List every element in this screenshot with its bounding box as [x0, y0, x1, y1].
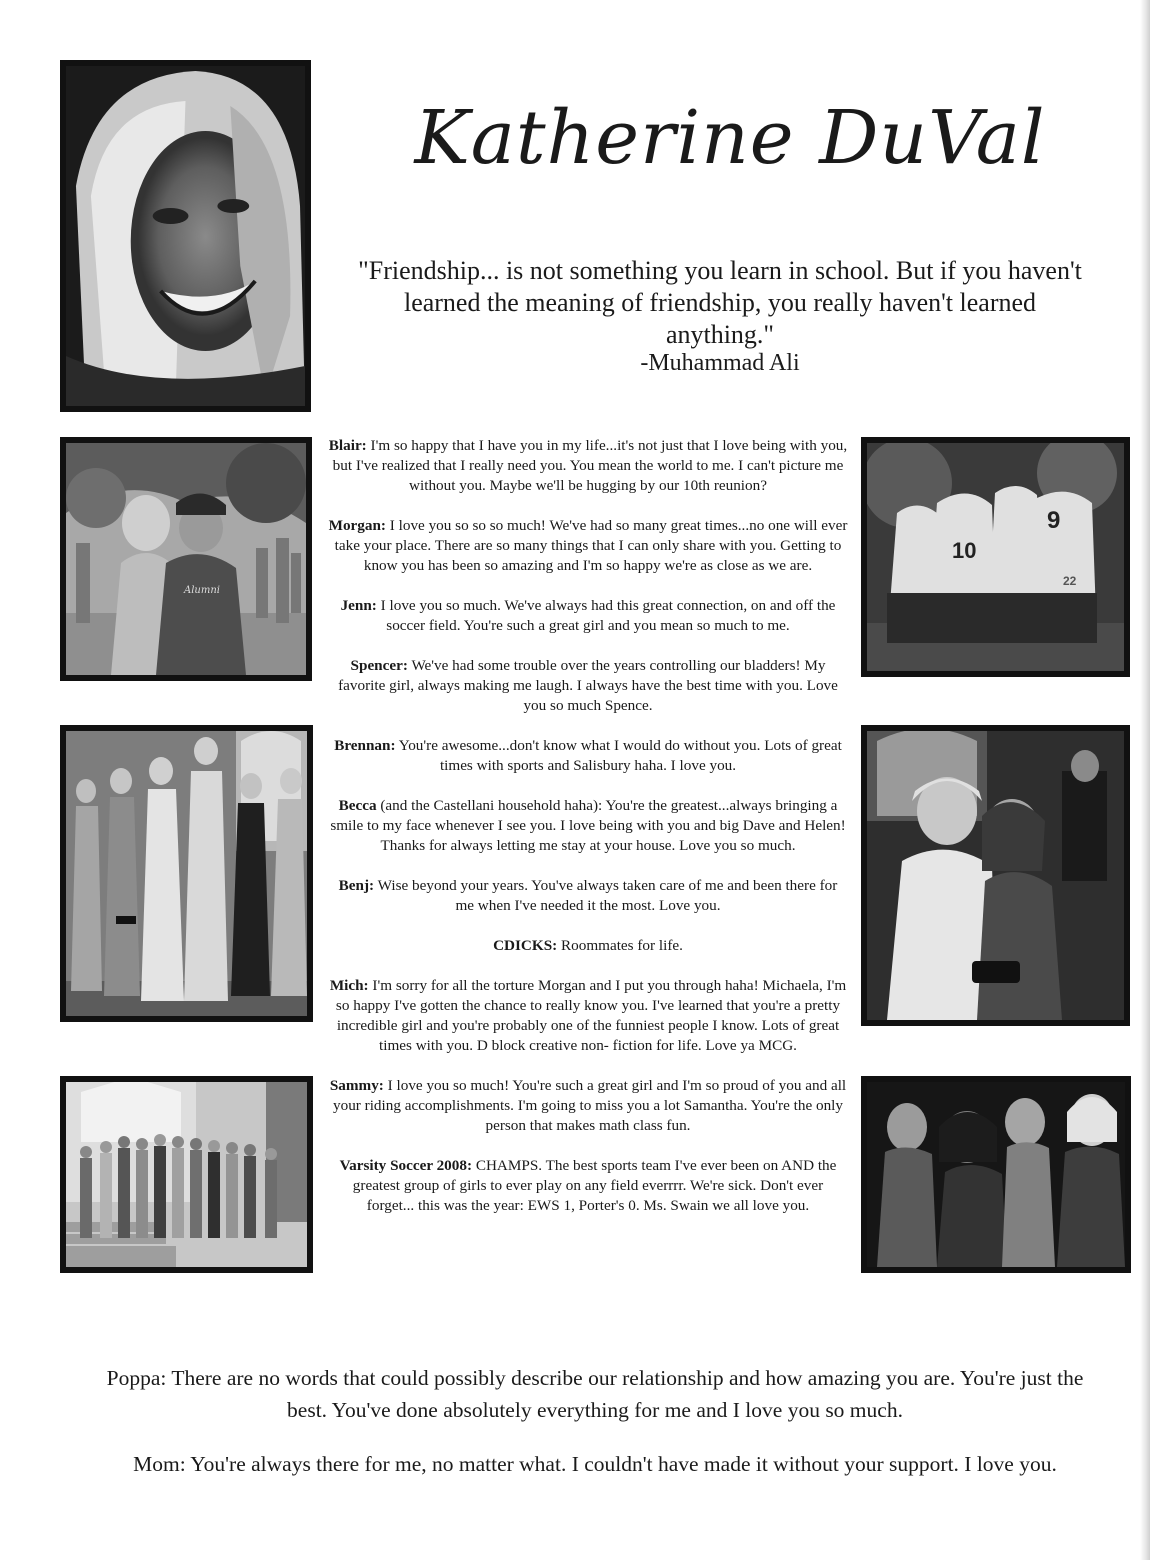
jersey-number-22: 22	[1063, 574, 1077, 588]
message-becca	[328, 796, 848, 856]
message-text: I love you so much! You're such a great girl and I'm so proud of you and all your riding accomplishments. I'm going to miss you a lot Samantha. You're the only person that makes math class fun.	[333, 1077, 847, 1134]
message-morgan	[328, 516, 848, 576]
message-name: Morgan:	[328, 517, 386, 534]
friends-outdoor-photo	[60, 437, 312, 681]
two-girls-photo	[861, 725, 1130, 1026]
jersey-number-9: 9	[1047, 507, 1061, 534]
message-name: CDICKS:	[493, 937, 558, 954]
portrait-photo	[60, 60, 311, 412]
jersey-number-10: 10	[952, 538, 977, 563]
svg-text:Alumni: Alumni	[184, 585, 220, 596]
friend-messages	[328, 436, 848, 1236]
message-mom: Mom: You're always there for me, no matter what. I couldn't have made it without your support. I love you.	[133, 1452, 1057, 1476]
message-name: Benj:	[338, 877, 375, 894]
message-name: Sammy:	[329, 1077, 384, 1094]
message-name: Brennan:	[334, 737, 396, 754]
group-on-steps-photo	[60, 1076, 313, 1273]
message-name: Becca	[338, 797, 377, 814]
message-name: Jenn:	[340, 597, 377, 614]
prom-group-photo	[60, 725, 313, 1022]
quote-author: -Muhammad Ali	[640, 350, 800, 376]
dance-group-photo	[861, 1076, 1131, 1273]
quote-text: "Friendship... is not something you learn in school. But if you haven't learned the meaning of friendship, you really haven't learned anything."	[358, 256, 1082, 349]
message-blair	[328, 436, 848, 496]
message-name: Blair:	[328, 437, 367, 454]
message-text: CHAMPS. The best sports team I've ever been on AND the greatest group of girls to ever play on any field everrrr. We're sick. Don't ever forget... this was the year: EWS 1, Porter's 0. Ms. Swain we all love you.	[352, 1157, 837, 1214]
message-text: I'm so happy that I have you in my life...it's not just that I love being with you, but I've realized that I really need you. You mean the world to me. I can't picture me without you. Maybe we'll be hugging by our 10th reunion?	[332, 437, 848, 494]
message-sammy	[328, 1076, 848, 1136]
message-text: We've had some trouble over the years controlling our bladders! My favorite girl, always making me laugh. I always have the best time with you. Love you so much Spence.	[338, 657, 838, 714]
message-varsity-soccer	[328, 1156, 848, 1216]
message-name: Mich:	[329, 977, 369, 994]
family-messages	[100, 1362, 1090, 1502]
message-text: I love you so much. We've always had this great connection, on and off the soccer field. You're such a great girl and you mean so much to me.	[376, 597, 836, 634]
message-poppa: Poppa: There are no words that could possibly describe our relationship and how amazing you are. You're just the best. You've done absolutely everything for me and I love you so much.	[106, 1366, 1084, 1422]
message-mich	[328, 976, 848, 1056]
message-name: Spencer:	[350, 657, 408, 674]
message-benj	[328, 876, 848, 916]
message-text: You're awesome...don't know what I would do without you. Lots of great times with sports and Salisbury haha. I love you.	[395, 737, 842, 774]
message-name: Varsity Soccer 2008:	[339, 1157, 473, 1174]
message-cdicks	[328, 936, 848, 956]
page-edge-shadow	[1140, 0, 1150, 1560]
message-text: (and the Castellani household haha): You're the greatest...always bringing a smile to my face whenever I see you. I love being with you and big Dave and Helen! Thanks for always letting me stay at your house. Love you so much.	[330, 797, 846, 854]
message-brennan	[328, 736, 848, 776]
message-jenn	[328, 596, 848, 636]
message-text: Wise beyond your years. You've always taken care of me and been there for me when I've needed it the most. Love you.	[374, 877, 838, 914]
page-title: Katherine DuVal	[414, 95, 1046, 181]
message-text: I'm sorry for all the torture Morgan and I put you through haha! Michaela, I'm so happy I've gotten the chance to really know you. I've learned that you're a pretty incredible girl and you're probably one of the funniest people I know. Lots of great times with you. D block creative non- fiction for life. Love ya MCG.	[335, 977, 847, 1054]
message-spencer	[328, 656, 848, 716]
soccer-team-photo	[861, 437, 1130, 677]
message-text: Roommates for life.	[557, 937, 683, 954]
message-text: I love you so so so much! We've had so many great times...no one will ever take your place. There are so many things that I can only share with you. Getting to know you has been so amazing and I'm so happy we're as close as we are.	[334, 517, 848, 574]
